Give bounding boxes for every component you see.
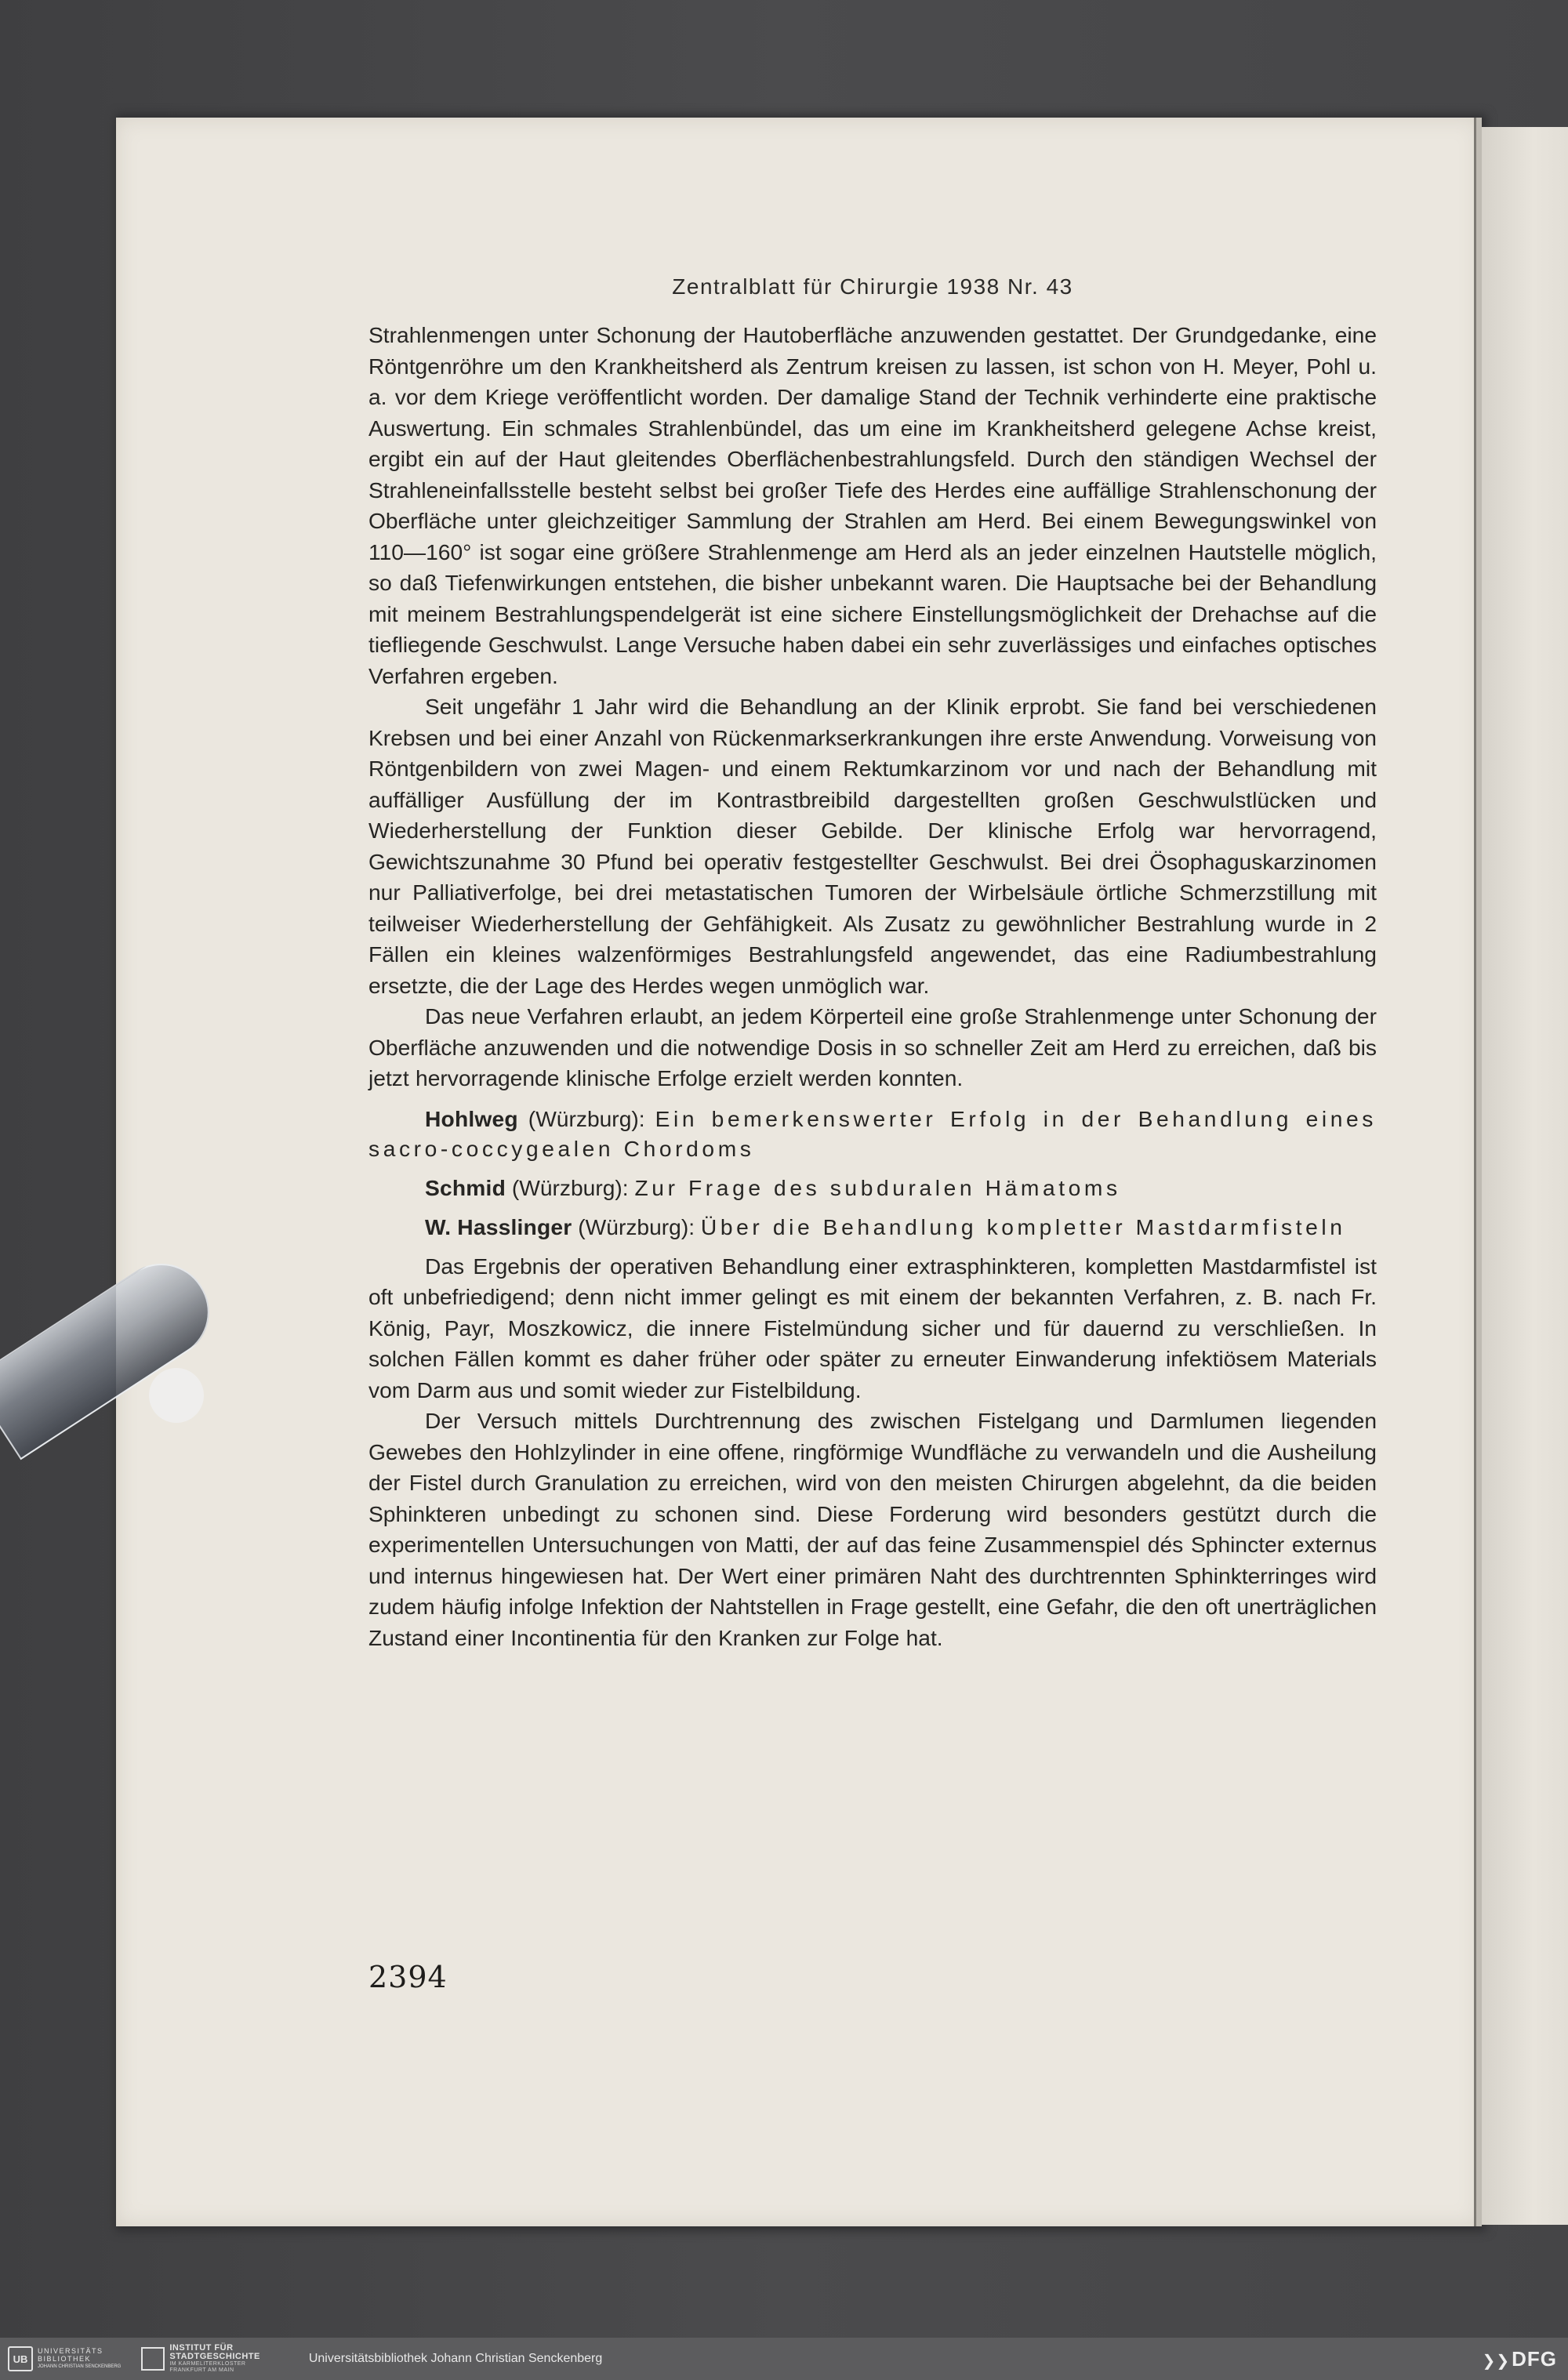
running-head: Zentralblatt für Chirurgie 1938 Nr. 43	[672, 274, 1073, 299]
inst-line-1: INSTITUT FÜR	[169, 2343, 234, 2353]
page-text-block	[368, 274, 1377, 1653]
talk-place: (Würzburg):	[517, 1105, 655, 1131]
gutter-line	[1474, 118, 1476, 2226]
paragraph-5: Der Versuch mittels Durchtrennung des zwischen Fistelgang und Darmlumen liegenden Gewebes den Hohlzylinder in eine offene, ringförmige Wundfläche zu verwandeln und die Ausheilung der Fistel durch Granulation zu erreichen, wird von den meisten Chirurgen abgelehnt, da die beiden Sphinkteren unbedingt zu schonen sind. Diese Forderung wird besonders gestützt durch die experimentellen Untersuchungen von Matti, der auf das feine Zusammenspiel dés Sphincter externus und internus hingewiesen hat. Der Wert einer primären Naht des durchtrennten Sphinkterringes wird zudem häufig infolge Infektion der Nahtstellen in Frage gestellt, eine Gefahr, die den oft unerträglichen Zustand einer Incontinentia für den Kranken zur Folge hat.	[368, 1408, 1377, 1650]
paragraph-2: Seit ungefähr 1 Jahr wird die Behandlung an der Klinik erprobt. Sie fand bei verschiedenen Krebsen und bei einer Anzahl von Rückenmarkserkrankungen ihre erste Anwendung. Vorweisung von Röntgenbildern von zwei Magen- und einem Rektumkarzinom vor und nach der Behandlung mit auffälliger Ausfüllung der im Kontrastbreibild dargestellten großen Geschwulstlücken und Wiederherstellung der Funktion dieser Gebilde. Der klinische Erfolg war hervorragend, Gewichtszunahme 30 Pfund bei operativ festgestellter Geschwulst. Bei drei Ösophaguskarzinomen nur Palliativerfolge, bei drei metastatischen Tumoren der Wirbelsäule örtliche Schmerzstillung mit teilweiser Wiederherstellung der Gehfähigkeit. Als Zusatz zu gewöhnlicher Bestrahlung wurde in 2 Fällen ein kleines walzenförmiges Bestrahlungsfeld angewendet, das eine Radiumbestrahlung ersetzte, die der Lage des Herdes wegen unmöglich war.	[368, 694, 1377, 998]
ub-library-logo[interactable]	[8, 2343, 121, 2375]
inst-line-2: STADTGESCHICHTE	[169, 2352, 260, 2361]
inst-line-4: FRANKFURT AM MAIN	[169, 2367, 234, 2373]
paragraph-4: Das Ergebnis der operativen Behandlung einer extrasphinkteren, kompletten Mastdarmfistel ist oft unbefriedigend; denn nicht immer gelingt es mit einem der bekannten Verfahren, z. B. nach Fr. König, Payr, Moszkowicz, die innere Fistelmündung sicher und für dauernd zu verschließen. In solchen Fällen kommt es daher früher oder später zu erneuter Einwanderung infektiösem Materials vom Darm aus und somit wieder zur Fistelbildung.	[368, 1253, 1377, 1402]
ub-line-1: UNIVERSITÄTS	[38, 2347, 103, 2355]
library-name-link[interactable]: Universitätsbibliothek Johann Christian Senckenberg	[308, 2352, 603, 2365]
talk-author: Hohlweg	[425, 1105, 518, 1131]
clip-shine	[149, 1368, 204, 1423]
talk-author: Schmid	[425, 1174, 506, 1200]
talk-place: (Würzburg):	[506, 1174, 635, 1200]
paragraph-3: Das neue Verfahren erlaubt, an jedem Körperteil eine große Strahlenmenge unter Schonung der Oberfläche anzuwenden und die notwendige Dosis in so schneller Zeit am Herd zu erreichen, daß bis jetzt hervorragende klinische Erfolge erzielt werden konnten.	[368, 1003, 1377, 1090]
ub-line-3: JOHANN CHRISTIAN SENCKENBERG	[38, 2364, 122, 2369]
talk-title: Zur Frage des subduralen Hämatoms	[634, 1174, 1121, 1200]
talk-entry-hohlweg	[368, 1104, 1377, 1163]
institute-logo-text	[169, 2344, 260, 2374]
talk-entry-hasslinger	[368, 1212, 1377, 1242]
talk-title: Über die Behandlung kompletter Mastdarmfisteln	[700, 1214, 1346, 1239]
ub-badge-icon: UB	[8, 2346, 33, 2371]
talk-author: W. Hasslinger	[425, 1214, 572, 1239]
institute-logo[interactable]	[141, 2344, 260, 2374]
inst-line-3: IM KARMELITERKLOSTER	[169, 2361, 246, 2367]
dfg-arrows-icon: ❯❯	[1482, 2352, 1511, 2370]
institute-box-icon	[141, 2347, 165, 2371]
dfg-logo[interactable]	[1483, 2347, 1557, 2371]
talk-entry-schmid	[368, 1173, 1377, 1203]
ub-logo-text	[38, 2347, 121, 2371]
talk-place: (Würzburg):	[572, 1214, 701, 1239]
dfg-label: DFG	[1512, 2346, 1557, 2371]
talk-title: Ein bemerkenswerter Erfolg in der Behandlung eines sacro-coccygealen Chordoms	[368, 1105, 1377, 1161]
ub-line-2: BIBLIOTHEK	[38, 2355, 92, 2363]
adjacent-page-edge	[1482, 127, 1568, 2225]
viewer-footer-bar	[0, 2338, 1568, 2380]
page-number: 2394	[368, 1960, 448, 1994]
paragraph-1: Strahlenmengen unter Schonung der Hautoberfläche anzuwenden gestattet. Der Grundgedanke, eine Röntgenröhre um den Krankheitsherd als Zentrum kreisen zu lassen, ist schon von H. Meyer, Pohl u. a. vor dem Kriege veröffentlicht worden. Der damalige Stand der Technik verhinderte eine praktische Auswertung. Ein schmales Strahlenbündel, das um eine im Krankheitsherd gelegene Achse kreist, ergibt ein auf der Haut gleitendes Oberflächenbestrahlungsfeld. Durch den ständigen Wechsel der Strahleneinfallsstelle besteht selbst bei großer Tiefe des Herdes eine auffällige Strahlenschonung der Oberfläche unter gleichzeitiger Sammlung der Strahlen am Herd. Bei einem Bewegungswinkel von 110—160° ist sogar eine größere Strahlenmenge am Herd als an jeder einzelnen Hautstelle möglich, so daß Tiefenwirkungen entstehen, die bisher unbekannt waren. Die Hauptsache bei der Behandlung mit meinem Bestrahlungspendelgerät ist eine sichere Einstellungsmöglichkeit der Drehachse auf die tiefliegende Geschwulst. Lange Versuche haben dabei ein sehr zuverlässiges und einfaches optisches Verfahren ergeben.	[368, 322, 1377, 688]
